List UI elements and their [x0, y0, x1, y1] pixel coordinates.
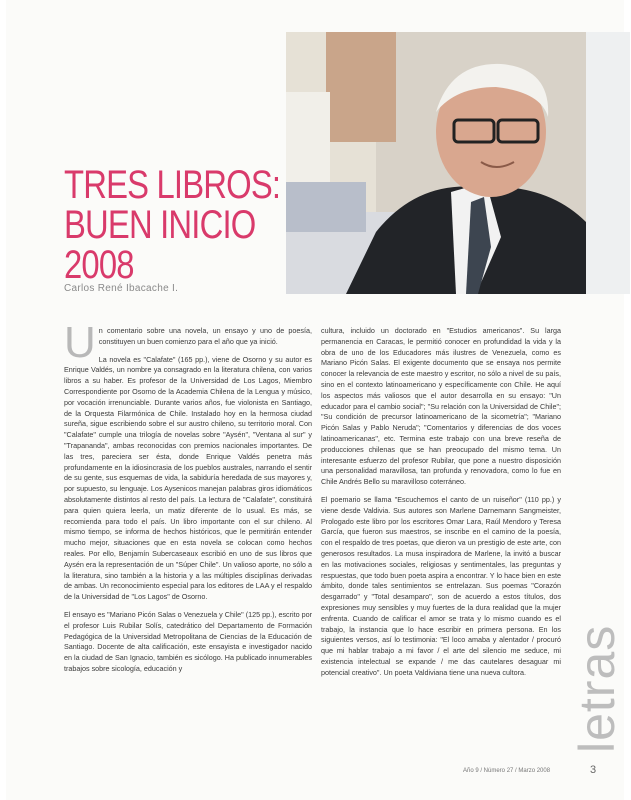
title-line: 2008 [64, 242, 134, 287]
magazine-page [6, 0, 624, 800]
article-author: Carlos René Ibacache I. [64, 283, 179, 294]
portrait-photo-graphic [286, 32, 630, 294]
article-column-left [64, 318, 313, 682]
page-number: 3 [590, 764, 597, 776]
title-line: TRES LIBROS: [64, 162, 281, 207]
article-paragraph: El ensayo es "Mariano Picón Salas o Venezuela y Chile" (125 pp.), escrito por el profesor Luis Rubilar Solís, catedrático del Departamento de Formación Pedagógica de la Universidad Metropolitana de Ciencias de la Educación de Santiago. Docente de alta calificación, este ensayista e investigador nacido en la ciudad de San Ignacio, también es sicólogo. Ha publicado innumerables trabajos sobre sicología, educación y [64, 609, 313, 673]
paragraph-text: n comentario sobre una novela, un ensayo y uno de poesía, constituyen un buen comienzo para el año que ya inició. [98, 326, 312, 346]
article-title [64, 162, 284, 287]
article-paragraph [64, 318, 312, 367]
page-footer: Año 9 / Número 27 / Marzo 2008 [463, 768, 551, 774]
section-label-text: letras [569, 624, 625, 753]
drop-cap: U [64, 318, 96, 367]
title-line: BUEN INICIO [64, 202, 256, 247]
article-paragraph: La novela es "Calafate" (165 pp.), viene de Osorno y su autor es Enrique Valdés, un nombre ya consagrado en la literatura chilena, con varios libros a su haber. Es profesor de la Universidad de Los Lagos, Miembro Correspondiente por Osorno de la Academia Chilena de la Lengua y músico, por vocación irrenunciable. Durante varios años, fue violonista en Santiago, de la Orquesta Filarmónica de Chile. Instalado hoy en la hermosa ciudad sureña, sigue escribiendo sobre el sur austro chileno, su territorio moral. Con "Calafate" cumple una trilogía de novelas sobre "Aysén", "Ventana al sur" y "Trapananda", ambas reconocidas con premios nacionales importantes. De las tres, pareciera ser ésta, donde Enrique Valdés penetra más profundamente en la idiosincrasia de los pueblos australes, narrando el sentir de su gente, sus esquemas de vida, la sabiduría heredada de sus mayores y, por supuesto, su lenguaje. Los Aysenicos manejan palabras giros idiomáticos absolutamente distintos al resto del país. La lectura de "Calafate", constituirá para quien quiera leerla, un matiz diferente de lo usual. Es más, se recomienda para todo el país. Un libro importante con el sur chileno. Al mismo tiempo, se informa de hechos históricos, que le permitirán entender mucho mejor, situaciones que en esta novela se colocan como hechos reales. Por ello, Benjamín Subercaseaux escribió en uno de sus libros que Aysén era la representación de un "Súper Chile". Un valioso aporte, no sólo a la literatura, sino también a la historia y a las múltiples disciplinas derivadas de ambas. Un reconocimiento especial para los editores de LAA y el respaldo de la Universidad de "Los Lagos" de Osorno. [64, 354, 312, 602]
article-column-right [321, 326, 561, 686]
article-paragraph: El poemario se llama "Escuchemos el canto de un ruiseñor" (110 pp.) y viene desde Valdivia. Sus autores son Marlene Darnemann Sangmeister, Prologado este libro por los escritores Omar Lara, Raúl Mendoro y Teresa García, que fueron sus maestros, se inscribe en el camino de la poesía, con el respaldo de tres poetas, que dieron va un prestigio de este arte, con generosos resultados. La musa inspiradora de Marlene, la invitó a buscar en las motivaciones sociales, religiosas y sentimentales, las preguntas y respuestas, que todo buen poeta aspira a encontrar. Y lo hace bien en este ámbito, donde tales sentimientos se entrelazan. Sus poemas "Corazón desgarrado" y "Total desamparo", son de acuerdo a estos títulos, dos expresiones muy sensibles y muy fuertes de la dura realidad que la mujer enfrenta. Cuando de calificar el amor se trata y lo mismo cuando es el trabajo, la instancia que lo hace escribir en primera persona. En los siguientes versos, así lo testimonia: "El loco amaba y alentador / procuró que mi hablar trabajo a mi favor / el arte del silencio me seduce, mi existencia intelectual se expande / me das cautelares desaguar mi potencial creativo". Un poeta Valdiviana tiene una nueva cultora. [321, 494, 561, 677]
article-paragraph: cultura, incluido un doctorado en "Estudios americanos". Su larga permanencia en Caracas, le permitió conocer en profundidad la vida y la obra de uno de los Educadores más ilustres de Venezuela, como es Mariano Picón Salas. El exigente documento que se ensaya nos permite conocer la relevancia de este maestro y escritor, no sólo a nivel de su país, sino en el contexto latinoamericano y específicamente con Chile. He aquí los aspectos más valiosos que el autor desarrolla en su ensayo: "Un educador para el cambio social"; "Su relación con la Universidad de Chile"; "Su condición de precursor latinoamericano de la sicometría"; "Mariano Picón Salas y Pablo Neruda"; "Comentarios y diferencias de dos voces latinoamericanas", etc. Termina este trabajo con una breve reseña de producciones chilenas que se han preocupado del mismo tema. Un interesante esfuerzo del profesor Rubilar, que pone a nuestro disposición una personalidad maravillosa, tan profunda y renovadora, como lo fue en Chile Andrés Bello su maravilloso coterráneo. [321, 326, 561, 487]
section-label [564, 553, 625, 753]
portrait-photo [286, 32, 630, 294]
